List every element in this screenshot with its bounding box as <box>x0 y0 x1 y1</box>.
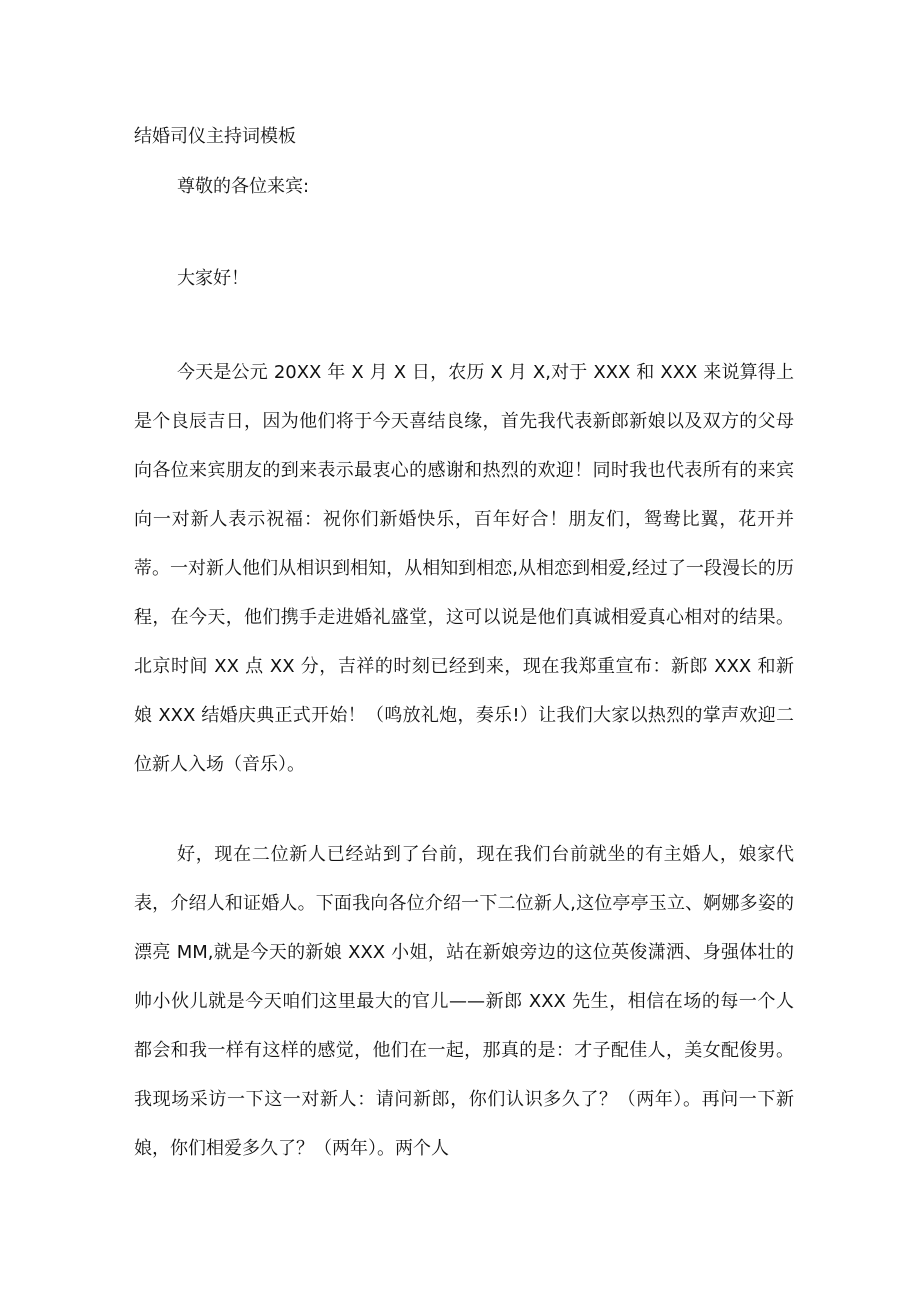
greeting-line: 大家好！ <box>177 268 249 289</box>
body-paragraph-opening: 今天是公元 20XX 年 X 月 X 日，农历 X 月 X,对于 XXX 和 XXX 来说算得上是个良辰吉日，因为他们将于今天喜结良缘，首先我代表新郎新娘以及双方的父母向各位来宾朋友的到来表示最衷心的感谢和热烈的欢迎！同时我也代表所有的来宾向一对新人表示祝福：祝你们新婚快乐，百年好合！朋友们，鸳鸯比翼，花开并蒂。一对新人他们从相识到相知，从相知到相恋,从相恋到相爱,经过了一段漫长的历程，在今天，他们携手走进婚礼盛堂，这可以说是他们真诚相爱真心相对的结果。北京时间 XX 点 XX 分，吉祥的时刻已经到来，现在我郑重宣布：新郎 XXX 和新娘 XXX 结婚庆典正式开始！（鸣放礼炮，奏乐!）让我们大家以热烈的掌声欢迎二位新人入场（音乐）。 <box>134 362 794 775</box>
body-paragraph-introduction: 好，现在二位新人已经站到了台前，现在我们台前就坐的有主婚人，娘家代表，介绍人和证婚人。下面我向各位介绍一下二位新人,这位亭亭玉立、婀娜多姿的漂亮 MM,就是今天的新娘 XXX 小姐，站在新娘旁边的这位英俊潇洒、身强体壮的帅小伙儿就是今天咱们这里最大的官儿——新郎 XXX 先生，相信在场的每一个人都会和我一样有这样的感觉，他们在一起，那真的是：才子配佳人，美女配俊男。我现场采访一下这一对新人：请问新郎，你们认识多久了？（两年）。再问一下新娘，你们相爱多久了？（两年）。两个人 <box>134 844 794 1159</box>
salutation-line: 尊敬的各位来宾: <box>177 176 310 197</box>
document-title: 结婚司仪主持词模板 <box>134 126 296 147</box>
